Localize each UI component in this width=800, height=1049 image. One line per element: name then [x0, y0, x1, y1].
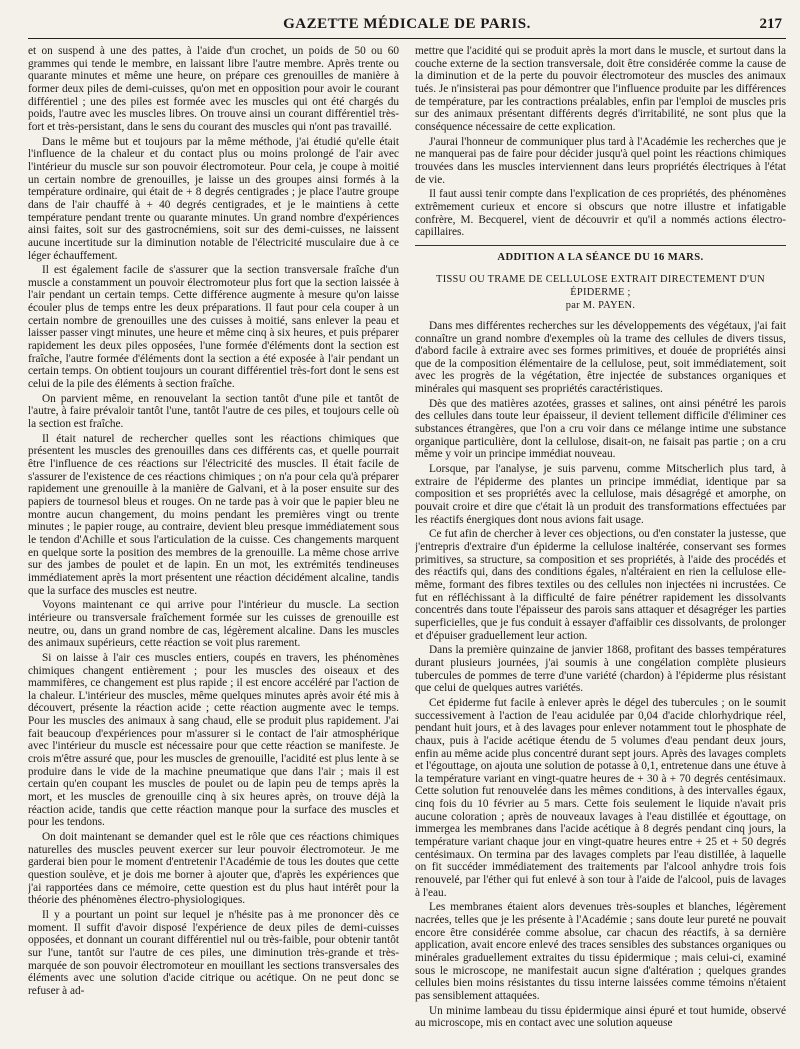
paragraph: Dès que des matières azotées, grasses et salines, ont ainsi pénétré les parois des cellules dans toute leur épaisseur, il devient tellement difficile d'éliminer ces substances étrangères, que l'on a cru voir dans ce mélange intime une substance organique particulière, dont la cellulose, disait-on, ne faisait pas partie ; on a cru même y voir un principe immédiat nouveau. — [415, 397, 786, 461]
right-column — [415, 45, 786, 1045]
addition-heading: ADDITION A LA SÉANCE DU 16 MARS. — [497, 251, 704, 263]
paragraph: Dans mes différentes recherches sur les développements des végétaux, j'ai fait connaître un grand nombre d'exemples où la trame des cellules de divers tissus, d'abord facile à extraire avec ses formes primitives, et douée de propriétés ainsi que de la composition élémentaire de la cellulose, peut, soit immédiatement, soit avec les progrès de la végétation, être injectée de substances organiques et minérales qui masquent ses propriétés caractéristiques. — [415, 319, 786, 396]
paragraph: Dans la première quinzaine de janvier 1868, profitant des basses températures durant plusieurs journées, j'ai soumis à une congélation complète plusieurs tubercules de pommes de terre d'une variété (chardon) à l'épiderme plus résistant que celui de quelques autres variétés. — [415, 644, 786, 695]
paragraph: Ce fut afin de chercher à lever ces objections, ou d'en constater la justesse, que j'entrepris d'extraire d'un épiderme la cellulose inaltérée, conservant ses formes primitives, sa structure, sa composition et ses propriétés, à l'aide des procédés et des réactifs qui, dans des conditions égales, n'altéraient en rien la cellulose elle-même, formant des fibres textiles ou des cellules non injectées ni incrustées. Ce fut en réfléchissant à la difficulté de faire pénétrer rapidement les dissolvants concentrés dans toute l'épaisseur des parois sans attaquer et désagréger les parties superficielles, que je fus conduit à essayer d'affaiblir ces dissolvants, de prolonger et d'épuiser graduellement leur action. — [415, 528, 786, 642]
paragraph: J'aurai l'honneur de communiquer plus tard à l'Académie les recherches que je ne manquerai pas de faire pour décider jusqu'à quel point les réactions chimiques trouvées dans les muscles interviennent dans leurs propriétés électriques à l'état de vie. — [415, 135, 786, 186]
article-author: par M. PAYEN. — [565, 299, 636, 311]
paragraph: Dans le même but et toujours par la même méthode, j'ai étudié qu'elle était l'influence de la chaleur et du contact plus ou moins prolongé de l'air avec l'intérieur du muscle sur son pouvoir électromoteur. Pour cela, je coupe à moitié un certain nombre de grenouilles, je laisse un des groupes ainsi formés à la température ordinaire, qui était de + 8 degrés centigrades ; je place l'autre groupe dans de l'air chauffé à + 40 degrés centigrades, et je le maintiens à cette température pendant trente ou quarante minutes. Un grand nombre d'expériences ainsi faites, soit sur des gastrocnémiens, soit sur des demi-cuisses, ne laissent aucune incertitude sur la diminution notable de l'électricité musculaire due à ce léger échauffement. — [28, 135, 399, 262]
paragraph: On doit maintenant se demander quel est le rôle que ces réactions chimiques naturelles des muscles peuvent exercer sur leur pouvoir électromoteur. Je me garderai bien pour le moment d'entretenir l'Académie de tous les doutes que cette question soulève, et je dois me borner à ajouter que, d'après les expériences que j'ai rapportées dans ce mémoire, cette question est du plus haut intérêt pour la théorie des phénomènes électro-physiologiques. — [28, 831, 399, 907]
paragraph: Un minime lambeau du tissu épidermique ainsi épuré et tout humide, observé au microscope, mis en contact avec une solution aqueuse — [415, 1004, 786, 1030]
page-number: 217 — [759, 16, 782, 32]
paragraph: mettre que l'acidité qui se produit après la mort dans le muscle, et surtout dans la couche externe de la section transversale, doit être considérée comme la cause de la diminution et de la perte du pouvoir électromoteur des muscles des animaux tués. Je n'insisterai pas pour démontrer que l'influence produite par les différences de température, par les contractions préalables, enfin par l'emploi de muscles pris sur des animaux présentant différents degrés d'irritabilité, ne sont plus que la conséquence nécessaire de cette explication. — [415, 45, 786, 133]
paragraph: Lorsque, par l'analyse, je suis parvenu, comme Mitscherlich plus tard, à extraire de l'épiderme des plantes un principe immédiat, identique par sa composition et ses propriétés avec la cellulose, mais désagrégé et amorphe, on pouvait croire et dire que c'était là un produit des transformations effectuées par les réactifs énergiques dont nous avions fait usage. — [415, 463, 786, 526]
paragraph: Voyons maintenant ce qui arrive pour l'intérieur du muscle. La section intérieure ou transversale fraîchement formée sur les cuisses de grenouille est neutre, ou, dans un grand nombre de cas, légèrement alcaline. Dans les muscles des animaux supérieurs, cette réaction se voit plus rarement. — [28, 599, 399, 650]
paragraph: et on suspend à une des pattes, à l'aide d'un crochet, un poids de 50 ou 60 grammes qui tende le membre, en laissant libre l'autre membre. Après trente ou quarante minutes et même une heure, on prépare ces grenouilles de manière à former deux piles de demi-cuisses, qu'on met en opposition pour avoir le courant différentiel ; une des piles est formée avec les muscles qui ont été chargés du poids, l'autre avec les muscles libres. On trouve ainsi un courant différentiel très-fort et très-persistant, dans le sens du courant des muscles qui n'ont pas travaillé. — [28, 45, 399, 133]
paragraph: Il était naturel de rechercher quelles sont les réactions chimiques que présentent les muscles des grenouilles dans ces différents cas, et quelle pourrait être l'influence de ces réactions sur l'électricité des muscles. Il était facile de s'assurer de l'existence de ces réactions chimiques ; on n'a pour cela qu'à préparer rapidement une grenouille à la manière de Galvani, et à la poser ensuite sur des papiers de tournesol bleus et rouges. On ne tarde pas à voir que le papier bleu ne montre aucun changement, du moins pendant les premières vingt ou trente minutes ; le papier rouge, au contraire, devient bleu presque immédiatement sous le tendon d'Achille et sous l'articulation de la cuisse. Ces changements marquent en quelque sorte la position des membres de la grenouille. La même chose arrive sur des jambes de poulet et de lapin. En un mot, les extrémités tendineuses immédiatement après la mort présentent une réaction décidément alcaline, tandis que la surface des muscles est neutre. — [28, 432, 399, 597]
paragraph: Si on laisse à l'air ces muscles entiers, coupés en travers, les phénomènes chimiques changent entièrement ; pour les muscles des oiseaux et des mammifères, ce changement est plus rapide ; il est encore accéléré par l'action de la chaleur. L'intérieur des muscles, même quelques minutes après avoir été mis à découvert, présente la réaction acide ; cette réaction augmente avec le temps. Pour les muscles des animaux à sang chaud, elle se produit plus rapidement. J'ai fait beaucoup d'expériences pour m'assurer si le contact de l'air atmosphérique avec l'intérieur du muscle est nécessaire pour que cette réaction se manifeste. Je crois m'être assuré que, pour les muscles de grenouille, l'acidité est plus lente à se produire dans le vide de la machine pneumatique que dans l'air ; mais il est certain qu'en coupant les muscles de poulet ou de lapin peu de temps après la mort, et les muscles de grenouille cinq à six heures après, on trouve déjà la réaction acide, tandis que cette réaction manque pour la surface des muscles et pour les tendons. — [28, 651, 399, 829]
section-divider — [415, 245, 786, 246]
journal-title: GAZETTE MÉDICALE DE PARIS. — [283, 16, 531, 32]
text-columns — [28, 45, 786, 1045]
paragraph: Cet épiderme fut facile à enlever après le dégel des tubercules ; on le soumit successivement à l'action de l'eau acidulée par 0,04 d'acide chlorhydrique réel, pendant huit jours, et à des lavages pour enlever notamment tout le phosphate de chaux, puis à l'acide acétique étendu de 5 volumes d'eau pendant deux jours, enfin au même acide plus concentré durant sept jours. Après des lavages complets et l'égouttage, on ajouta une solution de potasse à 0,1, entretenue dans une étuve à la température variant en vingt-quatre heures de + 30 à + 70 degrés centésimaux. Cette solution fut renouvelée dans les mêmes conditions, à des intervalles égaux, cinq fois du 10 février au 5 mars. Cette fois seulement le liquide n'avait pris aucune coloration ; après de nouveaux lavages à l'eau distillée et égouttage, on immergea les membranes dans l'acide acétique à 8 degrés pendant cinq jours, la température variant chaque jour en vingt-quatre heures entre + 25 et + 50 degrés centésimaux. On termina par des lavages complets par l'eau distillée, à laquelle on fit succéder immédiatement des traitements par l'alcool anhydre trois fois renouvelé, par l'éther qui fut enlevé à son tour à l'aide de l'alcool, puis de lavages à l'eau. — [415, 696, 786, 899]
paragraph: Il est également facile de s'assurer que la section transversale fraîche d'un muscle a constamment un pouvoir électromoteur plus fort que la section laissée à l'air pendant un certain temps. Cette différence augmente à mesure qu'on laisse écouler plus de temps entre les deux préparations. Il faut pour cela couper à un certain nombre de grenouilles une des cuisses à moitié, sans enlever la peau et laisser passer vingt minutes, une heure et même cinq à six heures, et puis préparer rapidement les deux piles opposées, l'une formée d'éléments dont la section est fraîche, l'autre formée d'éléments dont la section a été exposée à l'air pendant un certain temps. On obtient toujours un courant différentiel très-fort dont le sens est celui de la pile des éléments à section fraîche. — [28, 264, 399, 391]
article-title-line: TISSU OU TRAME DE CELLULOSE EXTRAIT DIRECTEMENT D'UN ÉPIDERME ; — [436, 273, 765, 298]
paragraph: On parvient même, en renouvelant la section tantôt d'une pile et tantôt de l'autre, à faire prévaloir tantôt l'une, tantôt l'autre de ces piles, et toujours celle où la section est fraîche. — [28, 392, 399, 431]
left-column — [28, 45, 399, 1045]
paragraph: Il y a pourtant un point sur lequel je n'hésite pas à me prononcer dès ce moment. Il suffit d'avoir disposé l'expérience de deux piles de demi-cuisses opposées, et donnant un courant différentiel nul ou très-faible, pour obtenir tantôt sur l'une, tantôt sur l'autre de ces piles, une diminution très-grande et très-marquée de son pouvoir électromoteur en mouillant les sections transversales des éléments avec une solution d'acide citrique ou acétique. On ne peut donc se refuser à ad- — [28, 908, 399, 997]
page-header — [28, 14, 786, 39]
article-title — [415, 273, 786, 312]
paragraph: Il faut aussi tenir compte dans l'explication de ces propriétés, des phénomènes extrêmement curieux et encore si obscurs que notre illustre et infatigable confrère, M. Becquerel, vient de découvrir et qu'il a nommés actions électro-capillaires. — [415, 188, 786, 239]
paragraph: Les membranes étaient alors devenues très-souples et blanches, légèrement nacrées, telles que je les présente à l'Académie ; sans doute leur pureté ne pouvait encore être considérée comme absolue, car chacun des réactifs, à sa dernière application, avait encore enlevé des traces sensibles des substances organiques ou minérales graduellement extraites du tissu épidermique ; mais celui-ci, examiné sous le microscope, ne manifestait aucun signe d'altération ; quelques grandes cellules bien moins résistantes du tissu interne laissées comme témoins n'étaient pas sensiblement attaquées. — [415, 901, 786, 1002]
